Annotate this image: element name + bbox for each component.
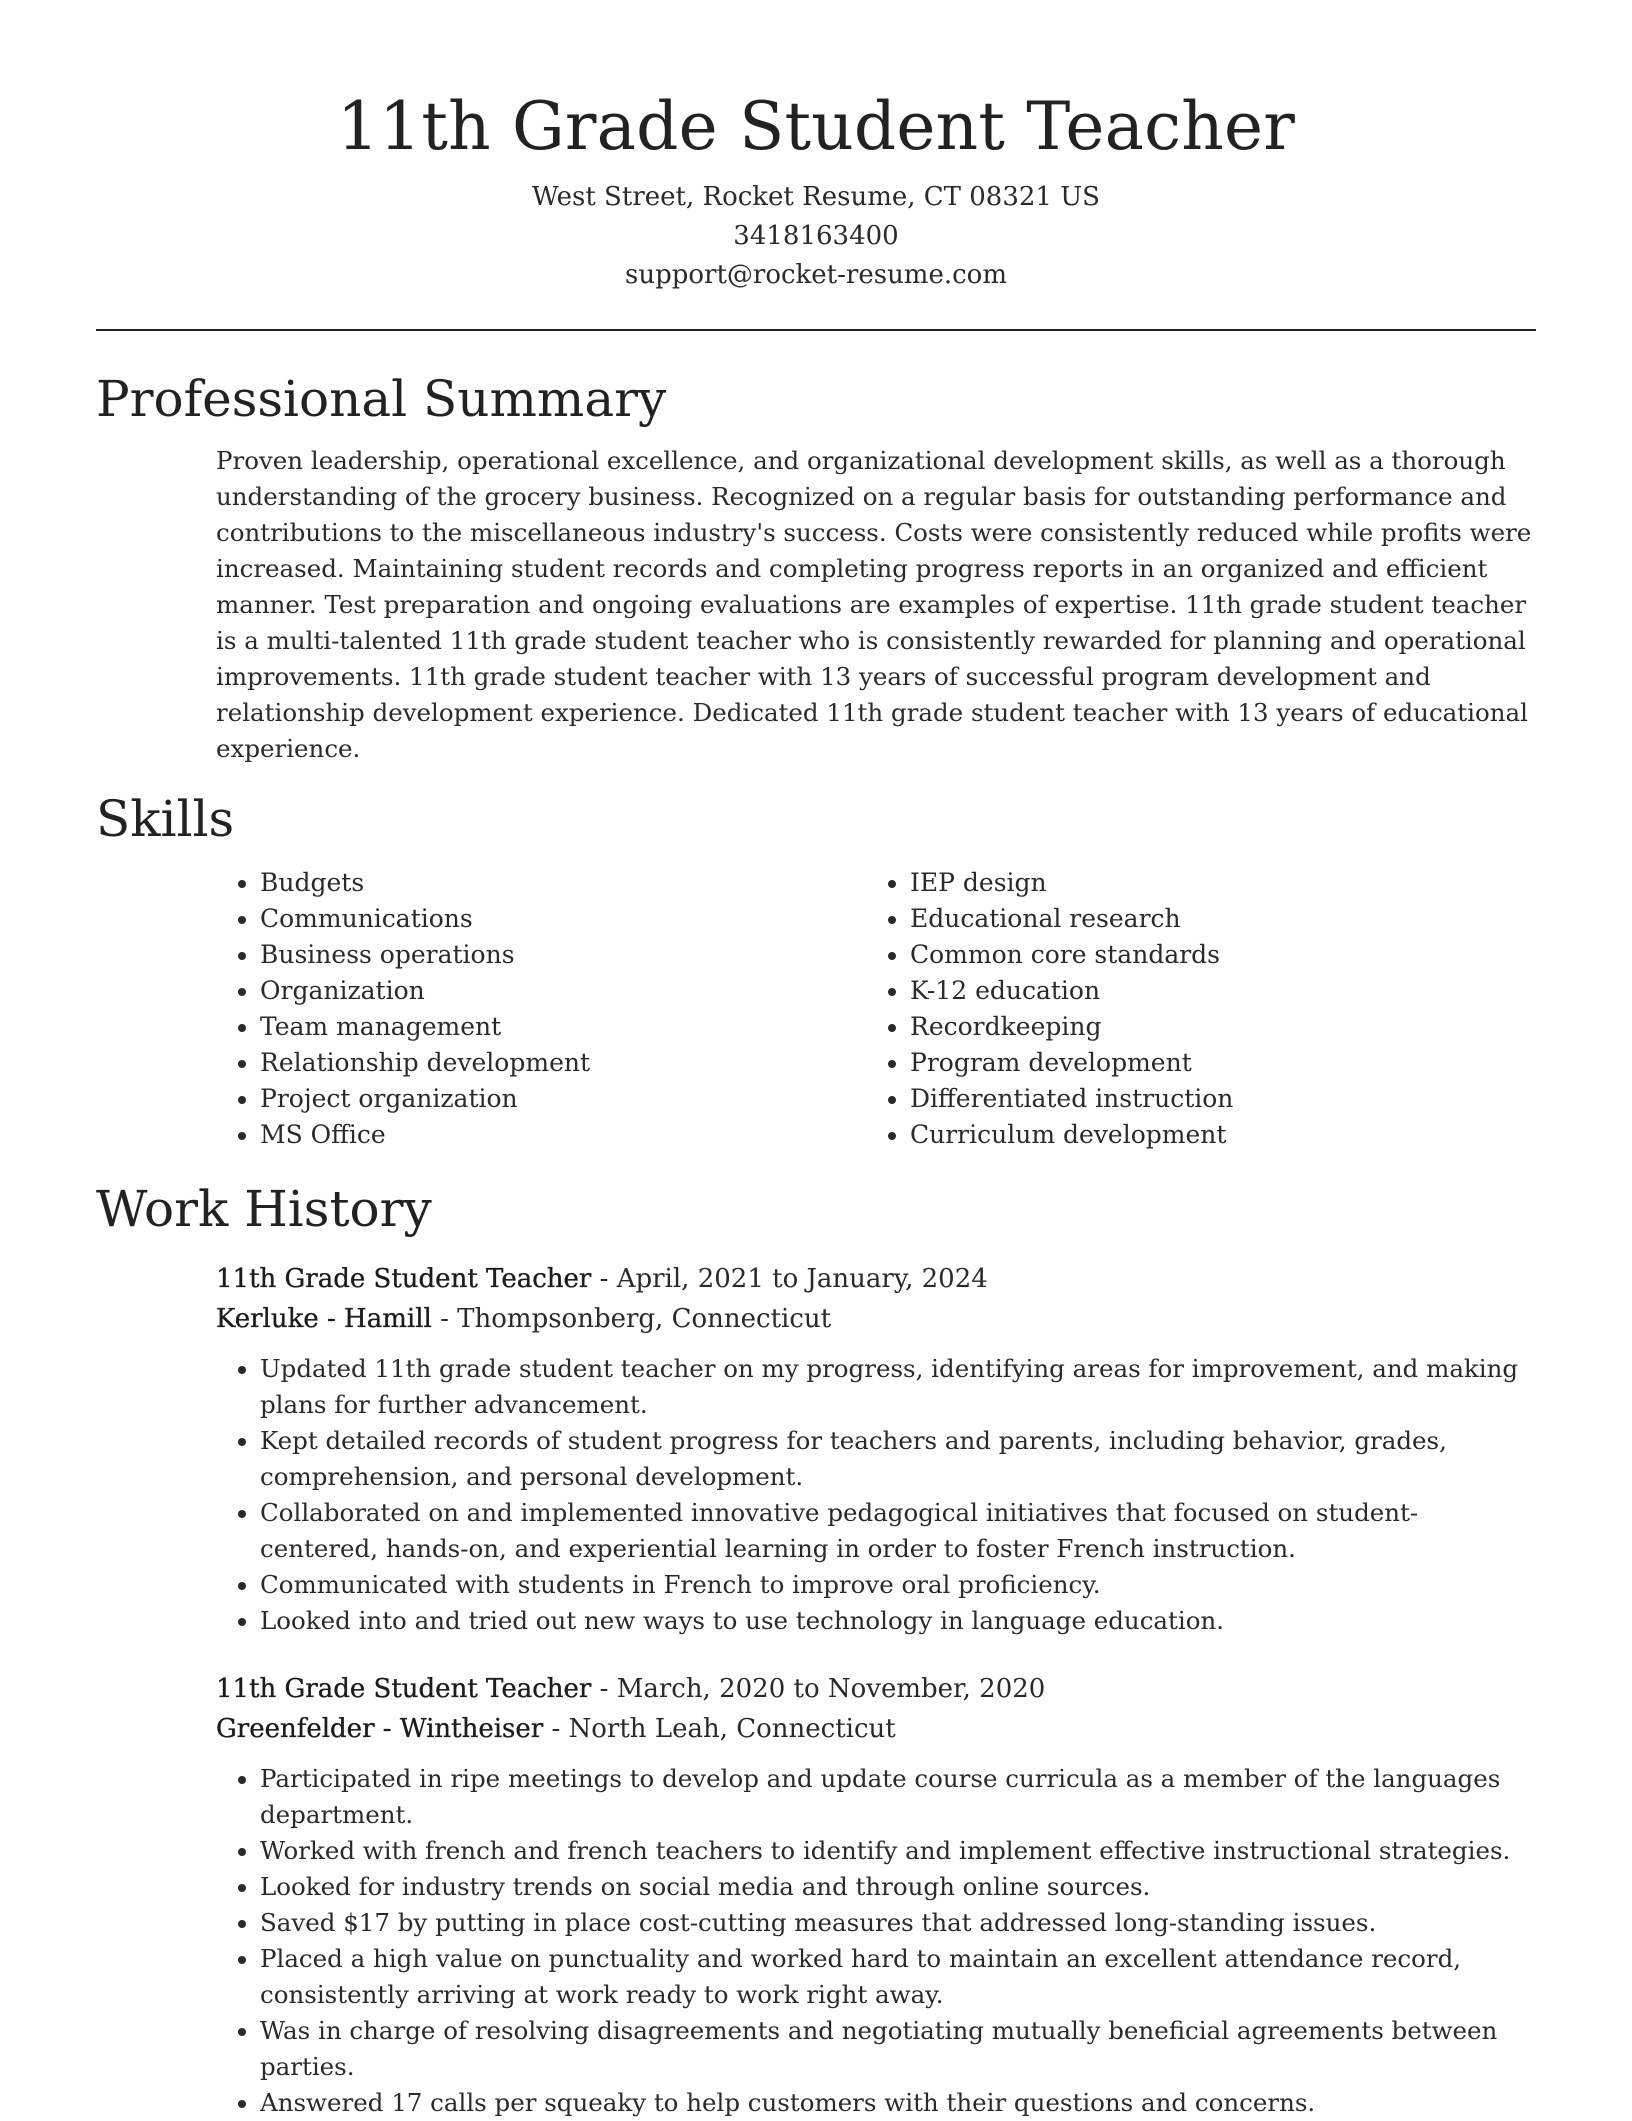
- skills-list: [216, 865, 1536, 1153]
- job-bullet: • Updated 11th grade student teacher on my progress, identifying areas for improvement, and making plans for further advancement.: [260, 1351, 1536, 1423]
- job-bullet: • Worked with french and french teachers to identify and implement effective instructional strategies.: [260, 1833, 1536, 1869]
- separator: -: [551, 1714, 569, 1744]
- skill-item: • Common core standards: [910, 937, 1516, 973]
- skill-item: • K-12 education: [910, 973, 1516, 1009]
- summary-heading: Professional Summary: [96, 370, 667, 428]
- job-bullets: [216, 1351, 1536, 1639]
- skill-item: • Curriculum development: [910, 1117, 1516, 1153]
- header-divider: [96, 329, 1536, 331]
- skill-item: • Educational research: [910, 901, 1516, 937]
- skills-heading: Skills: [96, 790, 235, 848]
- job-location: North Leah, Connecticut: [568, 1714, 896, 1744]
- company-name: Kerluke - Hamill: [216, 1304, 432, 1334]
- job-bullet: • Looked for industry trends on social media and through online sources.: [260, 1869, 1536, 1905]
- job-title-line: [216, 1259, 1536, 1299]
- skills-column-right: [866, 865, 1516, 1153]
- phone: 3418163400: [733, 221, 899, 251]
- job-bullet: • Placed a high value on punctuality and worked hard to maintain an excellent attendance record, consistently arriving at work ready to work right away.: [260, 1941, 1536, 2013]
- company-name: Greenfelder - Wintheiser: [216, 1714, 544, 1744]
- contact-block: [96, 178, 1536, 295]
- job-bullet: • Kept detailed records of student progress for teachers and parents, including behavior, grades, comprehension, and personal development.: [260, 1423, 1536, 1495]
- job-bullet: • Participated in ripe meetings to develop and update course curricula as a member of the languages department.: [260, 1761, 1536, 1833]
- skill-item: • Team management: [260, 1009, 866, 1045]
- job-company-line: [216, 1709, 1536, 1749]
- skill-item: • MS Office: [260, 1117, 866, 1153]
- skill-item: • Relationship development: [260, 1045, 866, 1081]
- skill-item: • Business operations: [260, 937, 866, 973]
- job-bullet: • Looked into and tried out new ways to use technology in language education.: [260, 1603, 1536, 1639]
- candidate-name: 11th Grade Student Teacher: [336, 88, 1296, 165]
- skill-item: • Differentiated instruction: [910, 1081, 1516, 1117]
- job-dates: April, 2021 to January, 2024: [616, 1264, 988, 1294]
- skill-item: • IEP design: [910, 865, 1516, 901]
- separator: -: [599, 1264, 617, 1294]
- job-dates: March, 2020 to November, 2020: [616, 1674, 1046, 1704]
- skill-item: • Recordkeeping: [910, 1009, 1516, 1045]
- job-title: 11th Grade Student Teacher: [216, 1674, 592, 1704]
- summary-text: Proven leadership, operational excellence, and organizational development skills, as well as a thorough understanding of the grocery business. Recognized on a regular basis for outstanding performance and contributions to the miscellaneous industry's success. Costs were consistently reduced while profits were increased. Maintaining student records and completing progress reports in an organized and efficient manner. Test preparation and ongoing evaluations are examples of expertise. 11th grade student teacher is a multi-talented 11th grade student teacher who is consistently rewarded for planning and operational improvements. 11th grade student teacher with 13 years of successful program development and relationship development experience. Dedicated 11th grade student teacher with 13 years of educational experience.: [216, 446, 1532, 763]
- skill-item: • Organization: [260, 973, 866, 1009]
- job-location: Thompsonberg, Connecticut: [457, 1304, 832, 1334]
- skill-item: • Project organization: [260, 1081, 866, 1117]
- address: West Street, Rocket Resume, CT 08321 US: [532, 182, 1100, 212]
- job-bullet: • Communicated with students in French to improve oral proficiency.: [260, 1567, 1536, 1603]
- job-bullet: • Collaborated on and implemented innovative pedagogical initiatives that focused on student-centered, hands-on, and experiential learning in order to foster French instruction.: [260, 1495, 1536, 1567]
- skill-item: • Budgets: [260, 865, 866, 901]
- skill-item: • Communications: [260, 901, 866, 937]
- job-title-line: [216, 1669, 1536, 1709]
- resume-page: [96, 0, 1536, 2121]
- job-bullet: • Was in charge of resolving disagreements and negotiating mutually beneficial agreements between parties.: [260, 2013, 1536, 2085]
- job-bullet: • Answered 17 calls per squeaky to help customers with their questions and concerns.: [260, 2085, 1536, 2121]
- skill-item: • Program development: [910, 1045, 1516, 1081]
- job-bullet: • Saved $17 by putting in place cost-cutting measures that addressed long-standing issues.: [260, 1905, 1536, 1941]
- job-entry: [216, 1259, 1536, 1639]
- skills-column-left: [216, 865, 866, 1153]
- job-entry: [216, 1669, 1536, 2121]
- separator: -: [599, 1674, 617, 1704]
- job-title: 11th Grade Student Teacher: [216, 1264, 592, 1294]
- job-bullets: [216, 1761, 1536, 2121]
- job-company-line: [216, 1299, 1536, 1339]
- work-history-heading: Work History: [96, 1180, 432, 1238]
- email: support@rocket-resume.com: [624, 260, 1007, 290]
- separator: -: [440, 1304, 458, 1334]
